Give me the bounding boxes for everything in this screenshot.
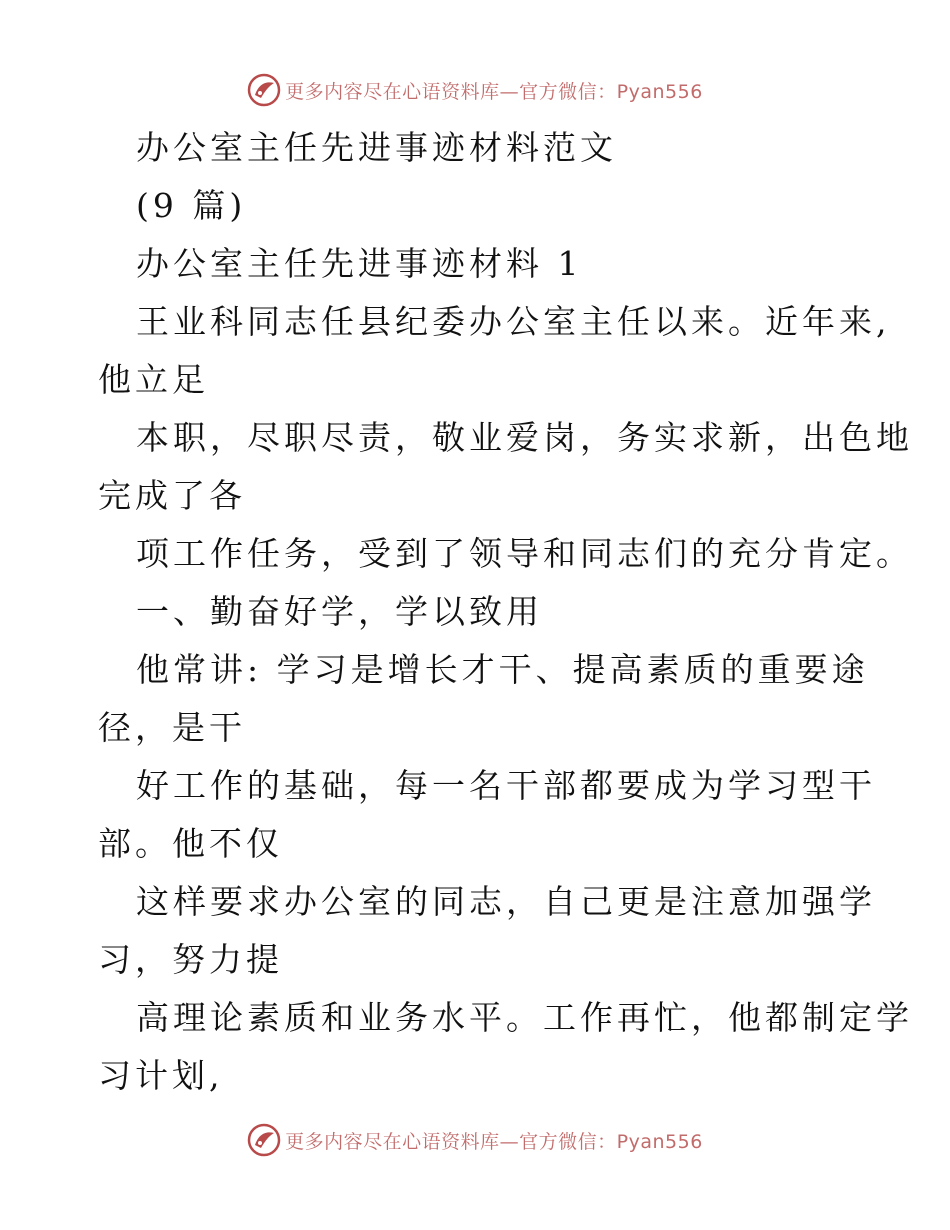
paragraph-line: 本职，尽职尽责，敬业爱岗，务实求新，出色地	[136, 418, 913, 457]
paragraph-line: 王业科同志任县纪委办公室主任以来。近年来,	[136, 302, 891, 341]
paragraph-line: 他立足	[98, 360, 209, 399]
paragraph-line: 部。他不仅	[98, 824, 283, 863]
watermark-handle: Pyan556	[616, 80, 703, 103]
paragraph-line: 习计划,	[98, 1056, 224, 1095]
paragraph-line: 项工作任务，受到了领导和同志们的充分肯定。	[136, 534, 913, 573]
paragraph-line: 他常讲: 学习是增长才干、提高素质的重要途	[136, 650, 869, 689]
document-title-count: (9 篇)	[136, 186, 247, 225]
pen-logo-icon	[247, 1123, 281, 1157]
paragraph-line: 完成了各	[98, 476, 246, 515]
subheading: 一、勤奋好学，学以致用	[136, 592, 543, 631]
paragraph-line: 习，努力提	[98, 940, 283, 979]
document-title: 办公室主任先进事迹材料范文	[136, 128, 617, 167]
watermark-text: 更多内容尽在心语资料库—官方微信：Pyan556	[285, 1130, 703, 1153]
paragraph-line: 径，是干	[98, 708, 246, 747]
watermark-text: 更多内容尽在心语资料库—官方微信：Pyan556	[285, 80, 703, 103]
paragraph-line: 高理论素质和业务水平。工作再忙，他都制定学	[136, 998, 913, 1037]
header-watermark	[0, 70, 950, 110]
paragraph-line: 这样要求办公室的同志，自己更是注意加强学	[136, 882, 876, 921]
footer-watermark	[0, 1120, 950, 1160]
pen-logo-icon	[247, 73, 281, 107]
watermark-handle: Pyan556	[616, 1130, 703, 1153]
paragraph-line: 好工作的基础，每一名干部都要成为学习型干	[136, 766, 876, 805]
section-title: 办公室主任先进事迹材料 1	[136, 244, 583, 283]
